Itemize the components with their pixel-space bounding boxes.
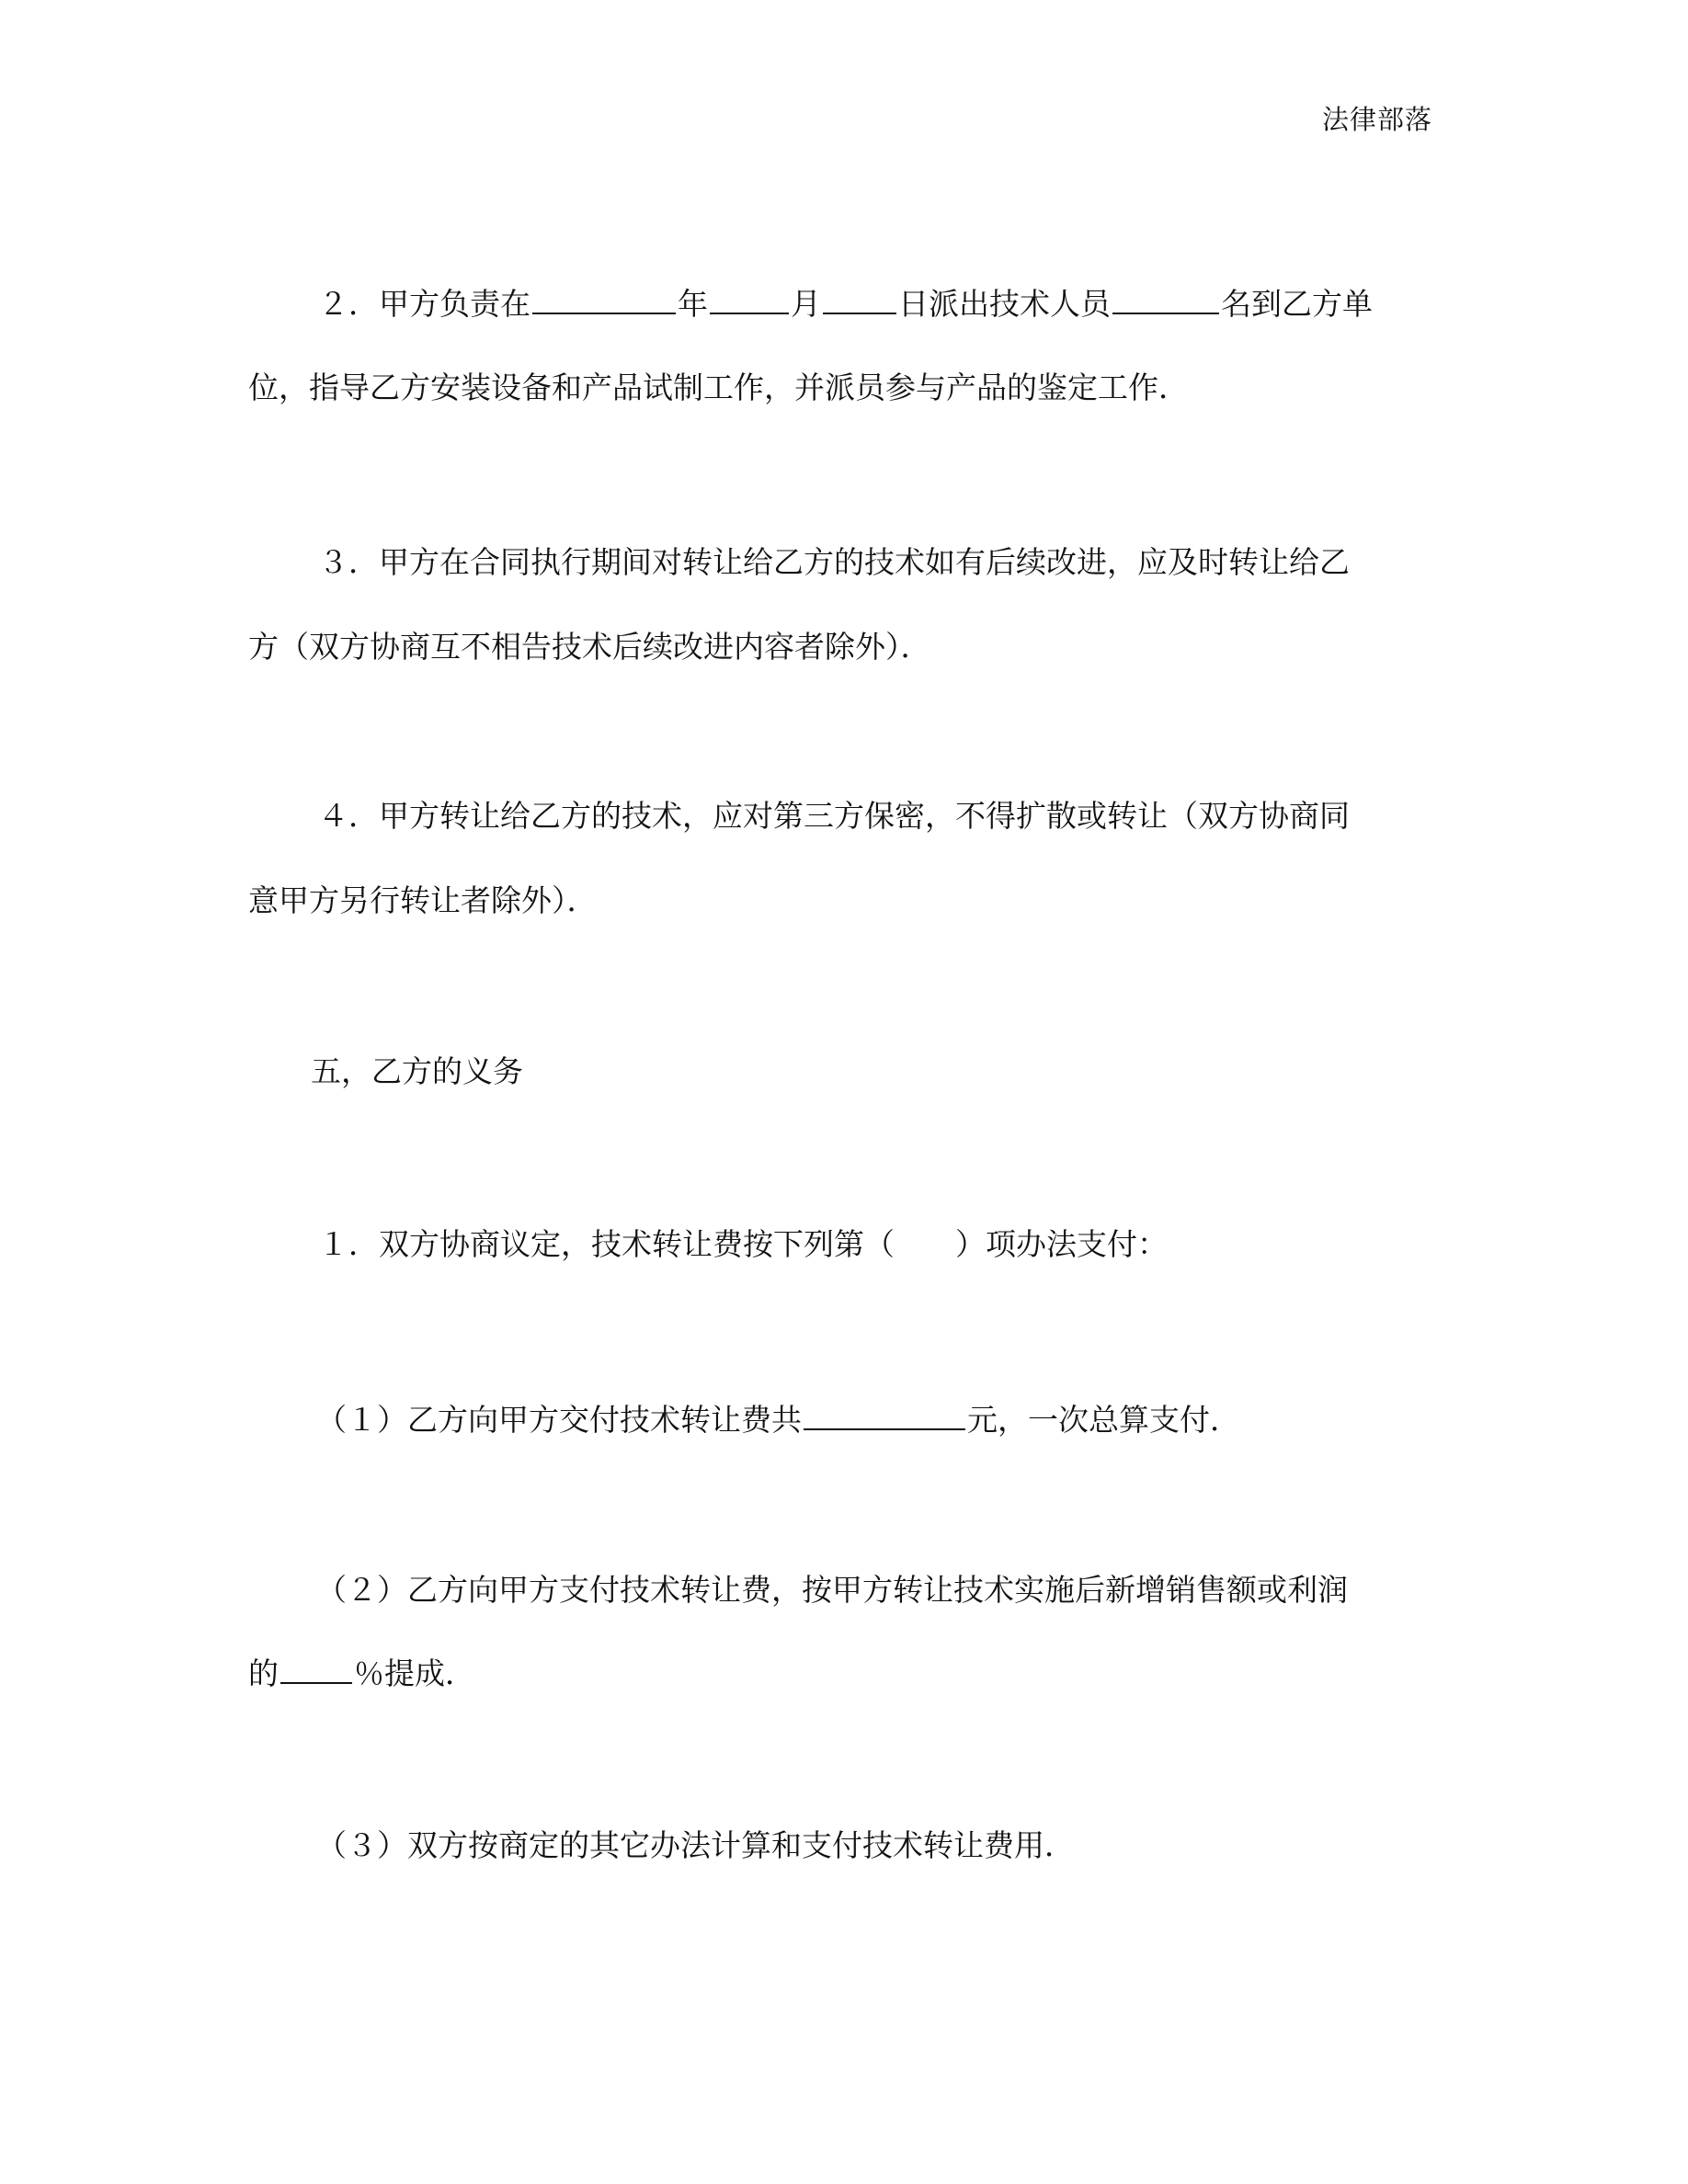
paragraph-4-line-2: 意甲方另行转让者除外）． bbox=[248, 882, 598, 918]
option-1-line bbox=[248, 1401, 1502, 1439]
text-segment: 月 bbox=[791, 286, 821, 322]
option-3-line: （３）双方按商定的其它办法计算和支付技术转让费用． bbox=[316, 1827, 1075, 1863]
paragraph-2-line-2: 位，指导乙方安装设备和产品试制工作，并派员参与产品的鉴定工作． bbox=[248, 370, 1189, 405]
blank-field-fee bbox=[804, 1401, 965, 1430]
blank-field-count bbox=[1112, 285, 1219, 314]
option-2-line-2 bbox=[248, 1655, 1434, 1692]
blank-field-day bbox=[823, 285, 896, 314]
header-brand: 法律部落 bbox=[1321, 104, 1432, 135]
text-segment: ％提成． bbox=[354, 1655, 475, 1691]
option-2-line-1: （２）乙方向甲方支付技术转让费，按甲方转让技术实施后新增销售额或利润 bbox=[316, 1572, 1348, 1608]
text-segment: 元，一次总算支付． bbox=[967, 1402, 1240, 1438]
text-segment: 的 bbox=[248, 1655, 279, 1691]
text-segment: 年 bbox=[678, 286, 708, 322]
paragraph-4-line-1: ４．甲方转让给乙方的技术，应对第三方保密，不得扩散或转让（双方协商同 bbox=[318, 798, 1350, 834]
text-segment: ２．甲方负责在 bbox=[318, 286, 530, 322]
paragraph-2-line-1 bbox=[248, 285, 1434, 323]
text-segment: 日派出技术人员 bbox=[898, 286, 1111, 322]
paragraph-3-line-1: ３．甲方在合同执行期间对转让给乙方的技术如有后续改进，应及时转让给乙 bbox=[318, 544, 1350, 580]
text-segment: 名到乙方单 bbox=[1221, 286, 1373, 322]
blank-field-percent bbox=[280, 1655, 352, 1684]
text-segment: （１）乙方向甲方交付技术转让费共 bbox=[316, 1402, 802, 1438]
paragraph-3-line-2: 方（双方协商互不相告技术后续改进内容者除外）． bbox=[248, 629, 931, 665]
item-1-line: １．双方协商议定，技术转让费按下列第（ ）项办法支付： bbox=[318, 1226, 1168, 1262]
blank-field-month bbox=[710, 285, 789, 314]
blank-field-year bbox=[532, 285, 676, 314]
section-5-title: 五，乙方的义务 bbox=[311, 1053, 523, 1089]
